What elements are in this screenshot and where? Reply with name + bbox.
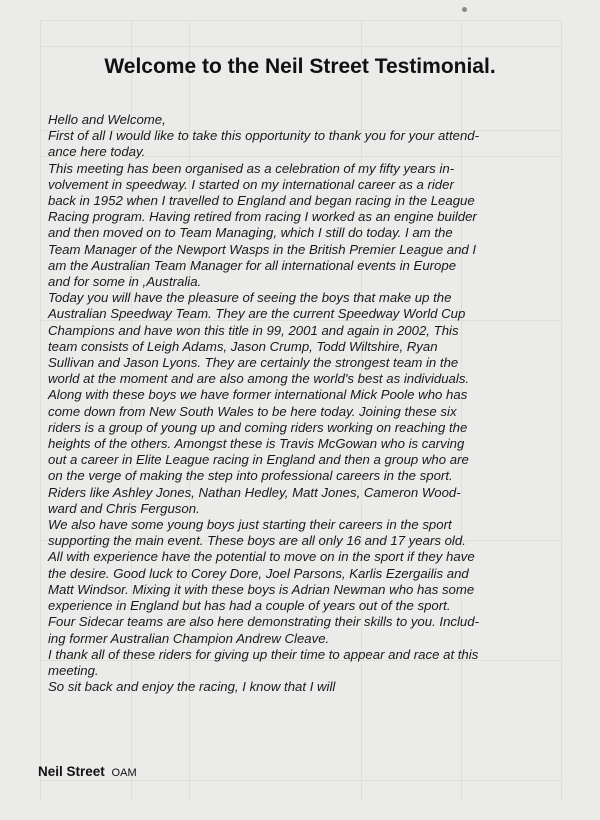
page-title: Welcome to the Neil Street Testimonial. [104,55,496,78]
letter-line: am the Australian Team Manager for all international events in Europe [48,257,457,273]
letter-line: experience in England but has had a couple of years out of the sport. [48,598,451,614]
letter-body [48,112,548,695]
letter-line: meeting. [48,662,99,678]
letter-line: volvement in speedway. I started on my international career as a rider [48,176,454,192]
letter-line: team consists of Leigh Adams, Jason Crump, Todd Wiltshire, Ryan [48,338,438,354]
letter-line: supporting the main event. These boys are all only 16 and 17 years old. [48,533,466,549]
letter-line: I thank all of these riders for giving up their time to appear and race at this [48,646,479,662]
letter-line: back in 1952 when I travelled to England and began racing in the League [48,193,475,209]
page-speck [462,7,467,12]
letter-line: ward and Chris Ferguson. [48,500,200,516]
letter-line: Matt Windsor. Mixing it with these boys is Adrian Newman who has some [48,581,475,597]
letter-line: Australian Speedway Team. They are the current Speedway World Cup [48,306,466,322]
letter-line: This meeting has been organised as a celebration of my fifty years in- [48,160,455,176]
letter-line: So sit back and enjoy the racing, I know that I will [48,679,336,695]
letter-line: We also have some young boys just starting their careers in the sport [48,517,452,533]
letter-line: All with experience have the potential to move on in the sport if they have [48,549,475,565]
letter-line: Champions and have won this title in 99, 2001 and again in 2002, This [48,322,459,338]
letter-line: and then moved on to Team Managing, which I still do today. I am the [48,225,453,241]
letter-line: Team Manager of the Newport Wasps in the British Premier League and I [48,241,477,257]
letter-line: Riders like Ashley Jones, Nathan Hedley, Matt Jones, Cameron Wood- [48,484,461,500]
signature-postnominal: OAM [111,767,137,779]
signature-name: Neil Street [38,764,105,779]
letter-line: heights of the others. Amongst these is Travis McGowan who is carving [48,436,465,452]
letter-line: out a career in Elite League racing in England and then a group who are [48,452,469,468]
letter-line: Racing program. Having retired from racing I worked as an engine builder [48,209,477,225]
letter-line: ing former Australian Champion Andrew Cleave. [48,630,330,646]
letter-line: riders is a group of young up and coming riders working on reaching the [48,419,468,435]
letter-line: world at the moment and are also among the world's best as individuals. [48,371,470,387]
letter-line: Four Sidecar teams are also here demonstrating their skills to you. Includ- [48,614,479,630]
letter-line: Sullivan and Jason Lyons. They are certainly the strongest team in the [48,355,459,371]
letter-line: Along with these boys we have former international Mick Poole who has [48,387,468,403]
letter-line: Today you will have the pleasure of seeing the boys that make up the [48,290,452,306]
letter-line: and for some in ,Australia. [48,274,202,290]
letter-line: come down from New South Wales to be here today. Joining these six [48,403,457,419]
letter-line: ance here today. [48,144,146,160]
letter-line: the desire. Good luck to Corey Dore, Joel Parsons, Karlis Ezergailis and [48,565,469,581]
letter-line: Hello and Welcome, [48,112,166,127]
signature [38,764,137,779]
letter-line: First of all I would like to take this opportunity to thank you for your attend- [48,128,480,144]
letter-line: on the verge of making the step into professional careers in the sport. [48,468,453,484]
